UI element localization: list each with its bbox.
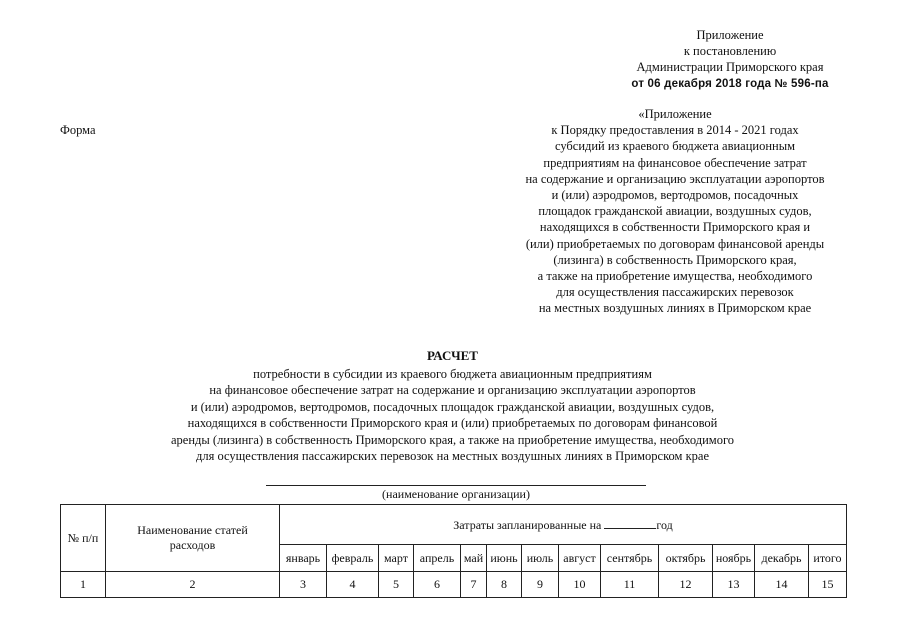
approval-line-3: Администрации Приморского края <box>636 60 824 74</box>
procedure-line: на содержание и организацию эксплуатации аэропортов <box>525 171 825 186</box>
column-number: 3 <box>280 572 327 598</box>
month-header: август <box>559 545 601 572</box>
month-header: октябрь <box>659 545 713 572</box>
calc-description <box>90 366 815 464</box>
header-planned-costs <box>280 505 847 545</box>
procedure-line: площадок гражданской авиации, воздушных судов, <box>538 204 812 219</box>
costs-suffix: год <box>656 517 673 532</box>
procedure-line: субсидий из краевого бюджета авиационным <box>554 139 796 154</box>
column-number: 14 <box>755 572 809 598</box>
procedure-line: к Порядку предоставления в 2014 - 2021 годах <box>551 123 799 138</box>
procedure-appendix-block <box>495 106 855 317</box>
calc-line: на финансовое обеспечение затрат на содержание и организацию эксплуатации аэропортов <box>209 383 696 398</box>
costs-prefix: Затраты запланированные на <box>453 517 602 532</box>
column-number: 10 <box>559 572 601 598</box>
column-number: 9 <box>522 572 559 598</box>
month-header: ноябрь <box>713 545 755 572</box>
procedure-line: «Приложение <box>638 107 712 121</box>
column-number: 7 <box>461 572 487 598</box>
year-blank-field[interactable] <box>604 517 656 529</box>
column-number: 13 <box>713 572 755 598</box>
column-number: 6 <box>414 572 461 598</box>
calc-line: и (или) аэродромов, вертодромов, посадочных площадок гражданской авиации, воздушных судов, <box>190 399 715 414</box>
total-header: итого <box>809 545 847 572</box>
procedure-line: (или) приобретаемых по договорам финансовой аренды <box>525 236 825 251</box>
organization-name-hint: (наименование организации) <box>382 487 530 501</box>
calc-title: РАСЧЕТ <box>427 348 478 363</box>
calc-line: находящихся в собственности Приморского края и (или) приобретаемых по договорам финансовой <box>187 416 718 431</box>
column-number: 2 <box>106 572 280 598</box>
decree-stamp: от 06 декабря 2018 года № 596-па <box>631 78 829 90</box>
column-number: 5 <box>379 572 414 598</box>
month-header: май <box>461 545 487 572</box>
procedure-line: а также на приобретение имущества, необходимого <box>537 269 813 284</box>
column-number: 12 <box>659 572 713 598</box>
calc-line: аренды (лизинга) в собственность Приморского края, а также на приобретение имущества, необходимого <box>170 432 735 447</box>
form-label: Форма <box>60 123 96 137</box>
procedure-line: (лизинга) в собственность Приморского края, <box>553 252 797 267</box>
column-number: 1 <box>61 572 106 598</box>
approval-line-1: Приложение <box>696 28 764 42</box>
month-header: январь <box>280 545 327 572</box>
organization-name-line[interactable] <box>266 485 646 486</box>
column-number: 4 <box>327 572 379 598</box>
month-header: сентябрь <box>601 545 659 572</box>
approval-block <box>610 27 850 92</box>
procedure-line: находящихся в собственности Приморского края и <box>539 220 811 235</box>
calc-line: для осуществления пассажирских перевозок на местных воздушных линиях в Приморском крае <box>195 449 710 464</box>
month-header: декабрь <box>755 545 809 572</box>
month-header: февраль <box>327 545 379 572</box>
header-no: № п/п <box>61 505 106 572</box>
column-number: 15 <box>809 572 847 598</box>
header-expense-name: Наименование статей расходов <box>106 505 280 572</box>
procedure-line: на местных воздушных линиях в Приморском крае <box>538 301 812 316</box>
calc-line: потребности в субсидии из краевого бюджета авиационным предприятиям <box>253 367 652 381</box>
approval-line-2: к постановлению <box>683 44 777 58</box>
expenses-table <box>60 504 847 598</box>
month-header: март <box>379 545 414 572</box>
procedure-line: и (или) аэродромов, вертодромов, посадочных <box>551 188 799 203</box>
column-number: 11 <box>601 572 659 598</box>
procedure-line: для осуществления пассажирских перевозок <box>556 285 794 300</box>
month-header: апрель <box>414 545 461 572</box>
column-number: 8 <box>487 572 522 598</box>
month-header: июль <box>522 545 559 572</box>
month-header: июнь <box>487 545 522 572</box>
procedure-line: предприятиям на финансовое обеспечение затрат <box>543 155 807 170</box>
